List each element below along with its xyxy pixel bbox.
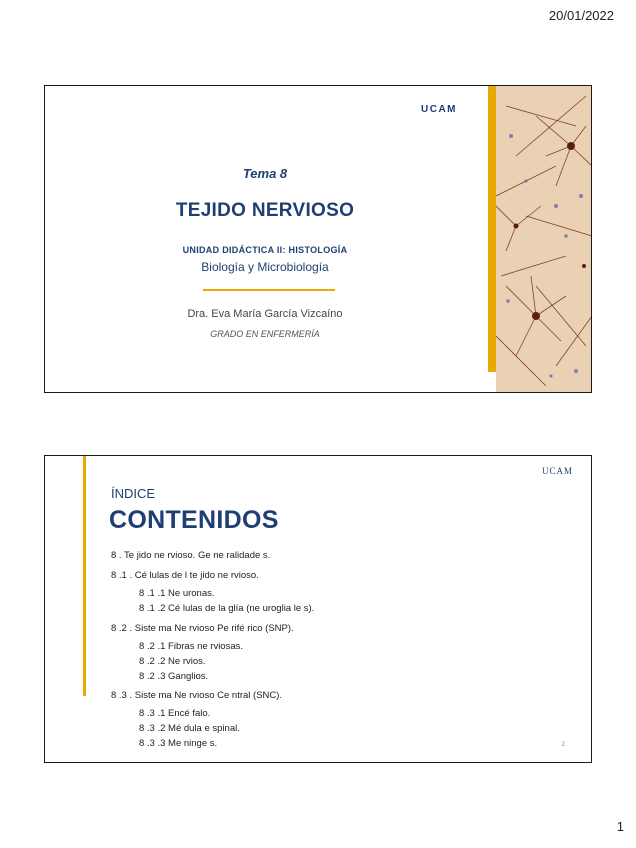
degree-label: GRADO EN ENFERMERÍA — [210, 329, 320, 339]
contents-title: CONTENIDOS — [109, 506, 279, 534]
slide-title — [44, 85, 592, 393]
slide-page-number: 2 — [561, 742, 565, 748]
divider — [203, 289, 335, 291]
toc-item: 8 .3 .1 Encé falo. — [139, 708, 211, 719]
accent-bar — [488, 86, 496, 372]
toc-item: 8 .1 .1 Ne uronas. — [139, 588, 215, 599]
ucam-logo: UCAM — [421, 104, 457, 115]
toc-item: 8 .3 .2 Mé dula e spinal. — [139, 723, 240, 734]
toc-item: 8 .1 . Cé lulas de l te jido ne rvioso. — [111, 570, 259, 581]
course-subtitle: Biología y Microbiología — [201, 260, 329, 274]
toc-item: 8 .2 . Siste ma Ne rvioso Pe rifé rico (SNP). — [111, 623, 294, 634]
author-name: Dra. Eva María García Vizcaíno — [187, 308, 343, 320]
unit-label: UNIDAD DIDÁCTICA II: HISTOLOGÍA — [182, 245, 348, 255]
index-label: ÍNDICE — [111, 486, 156, 501]
toc-item: 8 .3 .3 Me ninge s. — [139, 738, 218, 749]
ucam-logo: UCAM — [541, 466, 573, 476]
slide-contents — [44, 455, 592, 763]
page-date: 20/01/2022 — [548, 8, 614, 23]
page-number: 1 — [616, 819, 624, 834]
accent-bar — [83, 456, 86, 696]
toc-item: 8 .2 .1 Fibras ne rviosas. — [139, 641, 244, 652]
toc-item: 8 .2 .3 Ganglios. — [139, 671, 209, 682]
topic-number: Tema 8 — [242, 166, 288, 181]
neuron-micrograph-image — [496, 86, 592, 392]
toc-item: 8 .3 . Siste ma Ne rvioso Ce ntral (SNC). — [111, 690, 283, 701]
toc-item: 8 .1 .2 Cé lulas de la glía (ne uroglia le s). — [139, 603, 315, 614]
toc-item: 8 . Te jido ne rvioso. Ge ne ralidade s. — [111, 550, 271, 561]
slide-title-heading: TEJIDO NERVIOSO — [175, 200, 355, 221]
toc-item: 8 .2 .2 Ne rvios. — [139, 656, 206, 667]
